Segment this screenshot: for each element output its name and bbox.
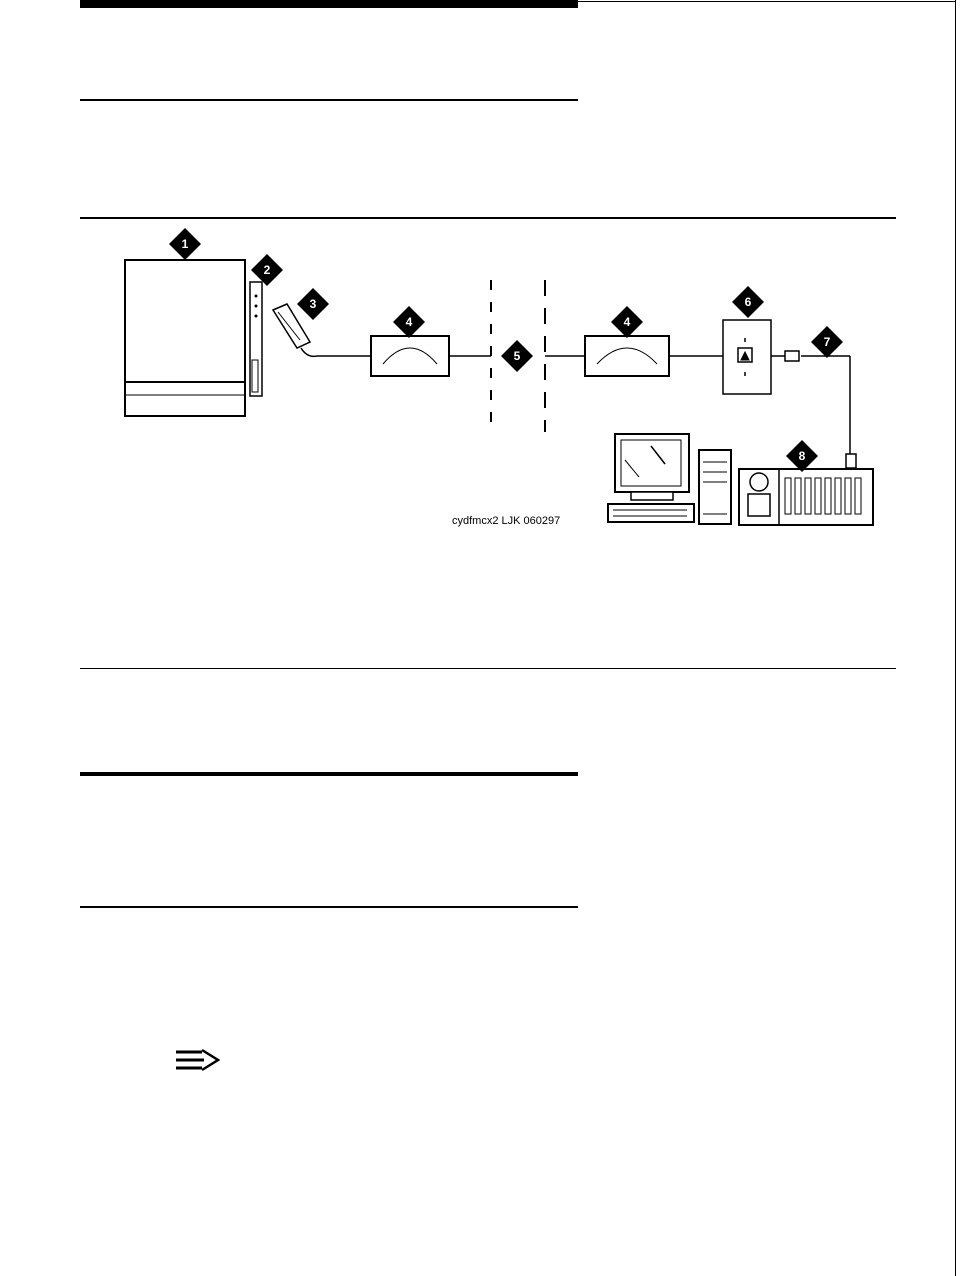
callout-2: [251, 254, 283, 286]
callout-2-label: 2: [263, 263, 271, 277]
callout-5: [501, 340, 533, 372]
switch-cabinet: [125, 260, 245, 416]
data-module-left: [371, 336, 449, 376]
figure-top-rule: [80, 217, 896, 219]
computer-workstation: [608, 434, 731, 524]
section-rule-thick: [80, 772, 578, 776]
data-module-right: [585, 336, 669, 376]
callout-1: [169, 228, 201, 260]
callout-4-right: [611, 306, 643, 338]
page-top-line: [578, 1, 956, 2]
wall-jack: [723, 320, 771, 394]
callout-5-label: 5: [513, 349, 521, 363]
heading-rule-thick: [80, 0, 578, 8]
callout-8-label: 8: [798, 449, 806, 463]
connection-diagram: [95, 222, 895, 540]
callout-1-label: 1: [181, 237, 189, 251]
callout-4-left-label: 4: [405, 315, 413, 329]
heading-rule-thin: [80, 99, 578, 101]
callout-4-left: [393, 306, 425, 338]
callout-8: [786, 440, 818, 472]
callout-7: [811, 326, 843, 358]
callout-4-right-label: 4: [623, 315, 631, 329]
section-rule-thin: [80, 906, 578, 908]
callout-7-label: 7: [823, 335, 831, 349]
callout-3: [297, 288, 329, 320]
callout-6-label: 6: [744, 295, 752, 309]
figure-code: cydfmcx2 LJK 060297: [452, 515, 561, 527]
callout-3-label: 3: [309, 297, 317, 311]
page-edge-line: [955, 0, 956, 1276]
circuit-pack: [250, 282, 262, 396]
note-icon: [174, 1048, 220, 1072]
figure-bottom-rule: [80, 668, 896, 669]
processor-rack: [739, 469, 873, 525]
callout-6: [732, 286, 764, 318]
